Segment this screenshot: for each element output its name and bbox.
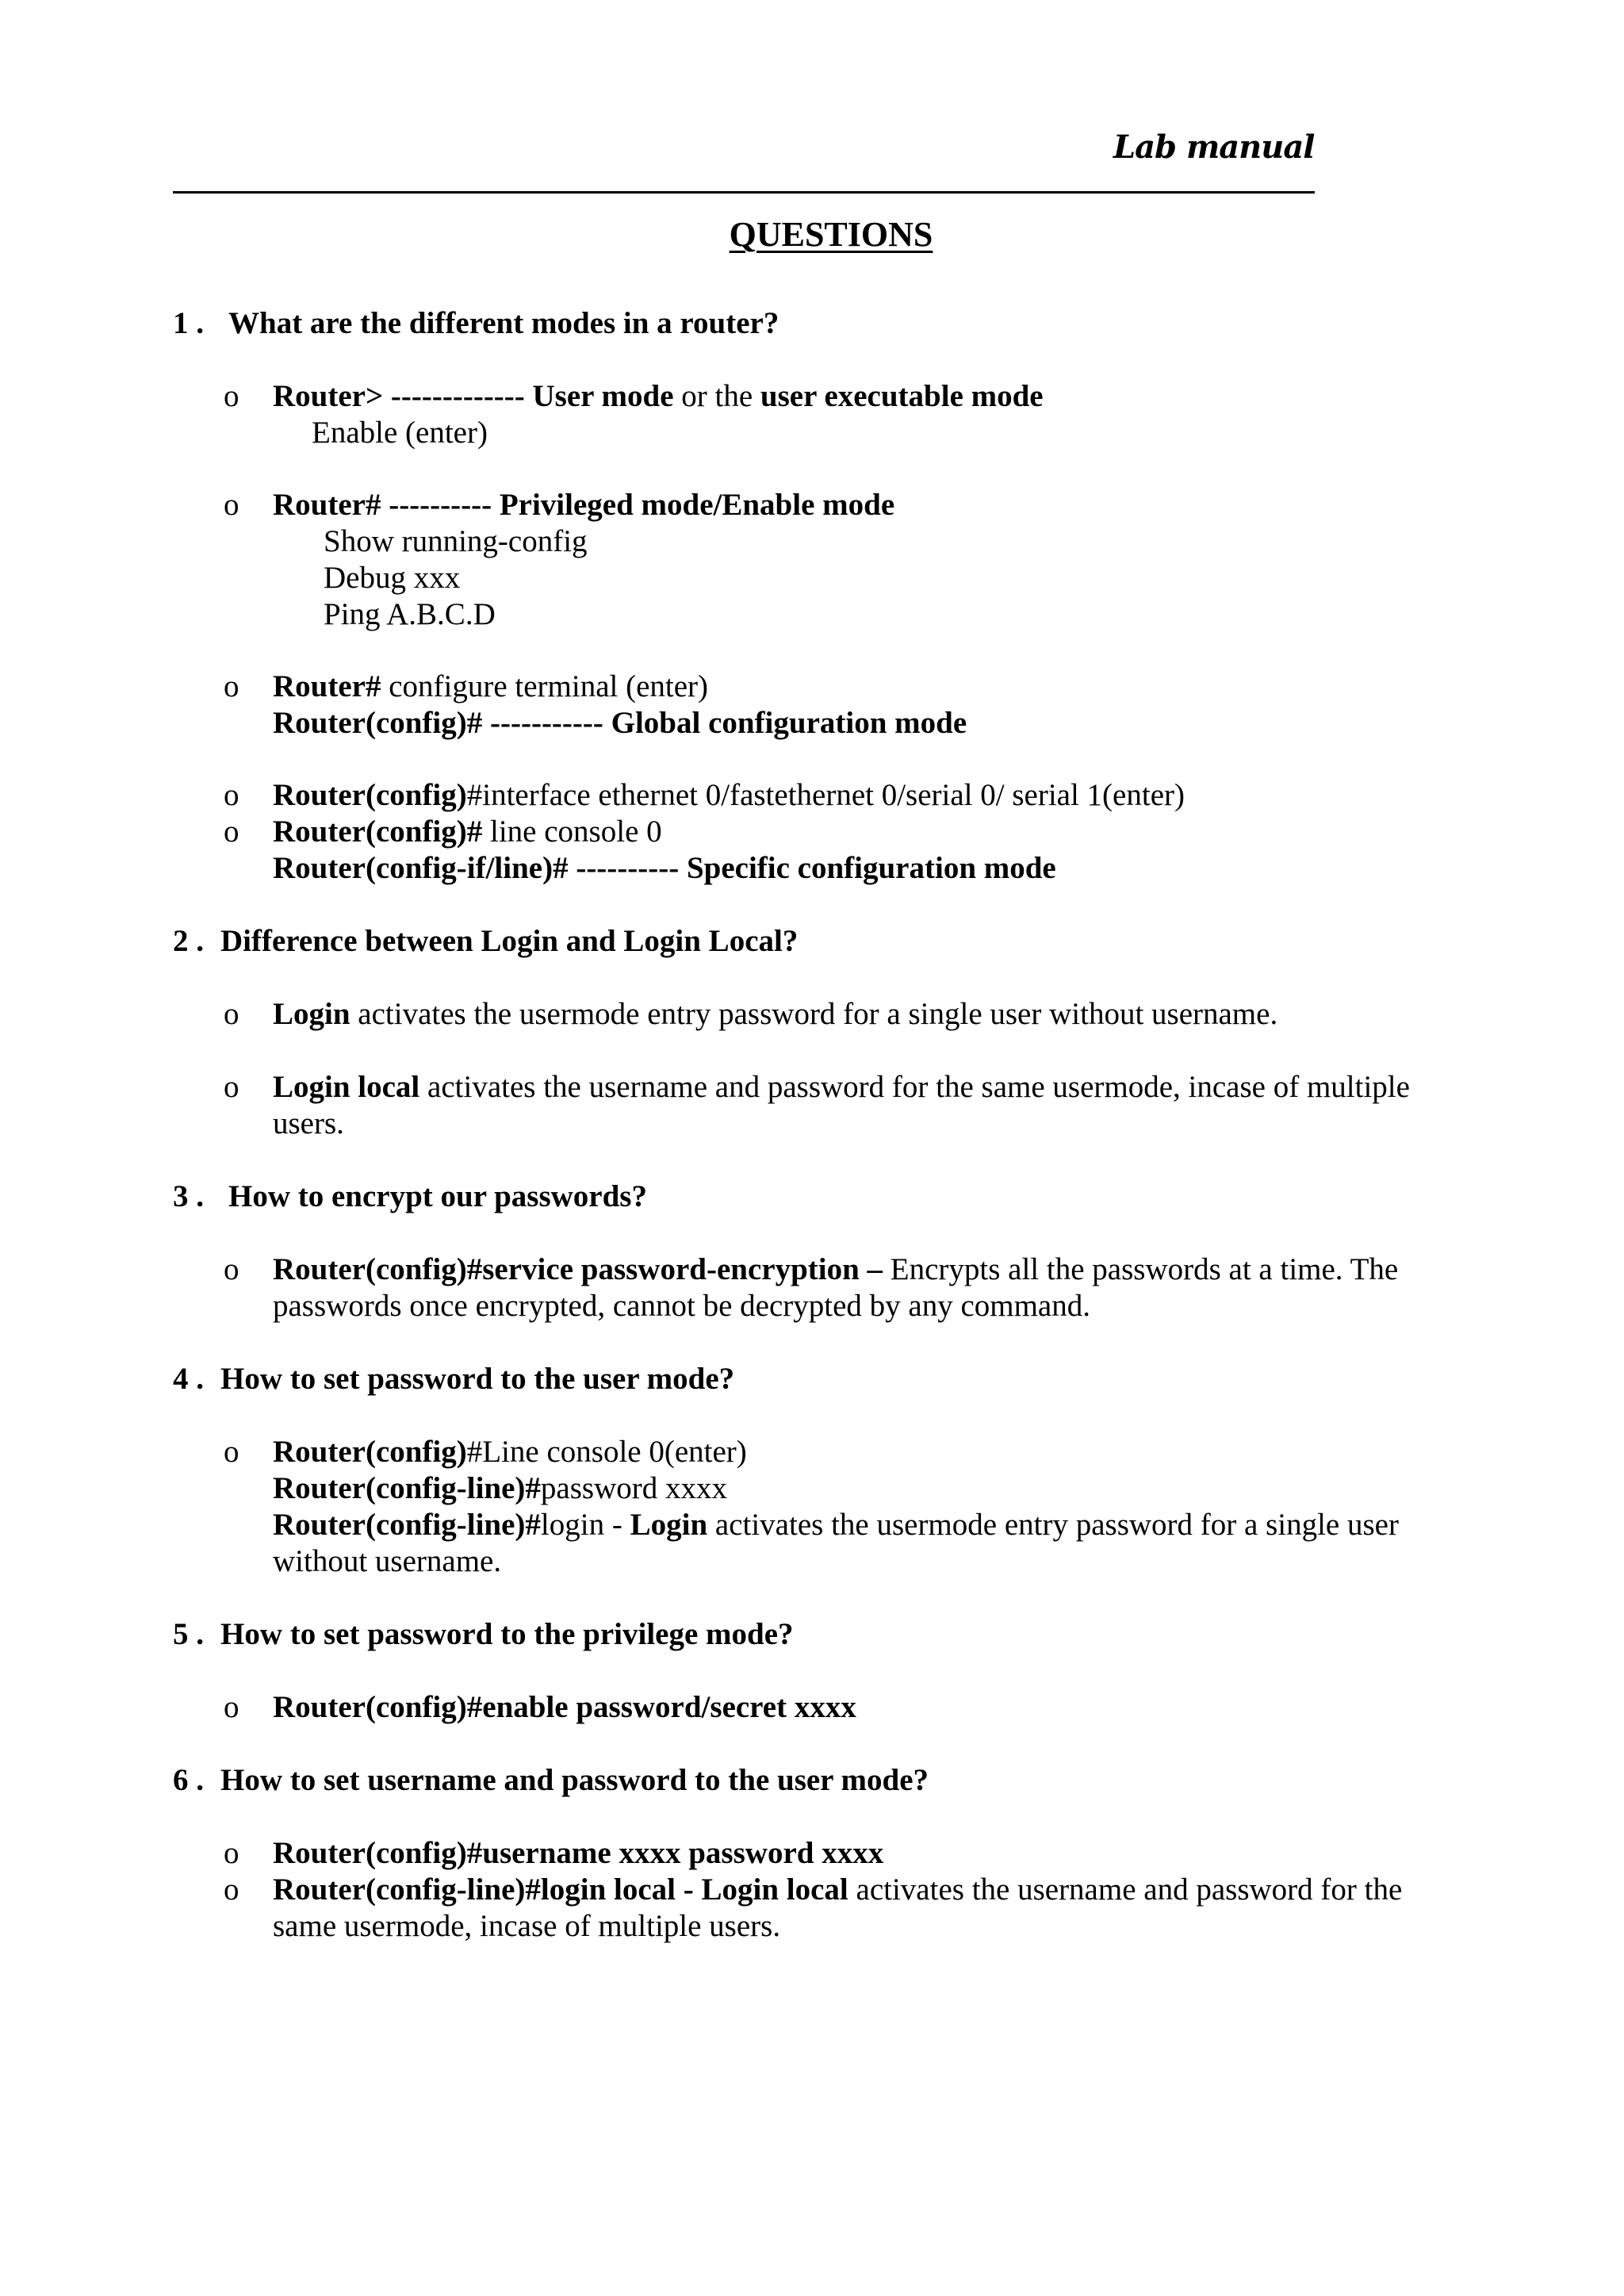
bullet-marker: o [224,815,239,849]
bullet-marker: o [224,1836,239,1870]
sub-command: Ping A.B.C.D [324,597,496,631]
bullet-marker: o [224,1872,239,1907]
bullet-marker: o [224,669,239,703]
description-text: #Line console 0(enter) [466,1435,747,1469]
bullet-marker: o [224,488,239,522]
sub-command: Debug xxx [324,561,461,595]
command-text: Router(config-line)#login local - Login local [273,1872,848,1907]
bullet-marker: o [224,778,239,812]
bullet-marker: o [224,1252,239,1286]
list-item [273,1434,747,1470]
list-item [273,1872,1402,1908]
list-item-continuation: same usermode, incase of multiple users. [273,1909,781,1943]
bullet-marker: o [224,997,239,1031]
command-text: Router(config) [273,778,467,812]
description-text: login - [540,1508,630,1542]
bullet-marker: o [224,1690,239,1724]
list-item-continuation: Router(config-if/line)# ---------- Specific configuration mode [273,851,1056,885]
list-item [273,996,1277,1033]
list-item-continuation: users. [273,1106,344,1140]
question-text: How to encrypt our passwords? [228,1179,647,1213]
list-item-continuation [273,1507,1399,1543]
list-item: Router(config)#enable password/secret xxxx [273,1690,856,1724]
description-text: activates the usermode entry password for a single user [707,1508,1399,1542]
command-text: Router> ------------- User mode [273,379,674,413]
term-text: Login [630,1508,708,1542]
question-text: How to set username and password to the user mode? [220,1763,929,1797]
question-number: 5 . [173,1617,204,1651]
question-number: 3 . [173,1179,204,1213]
header-title: Lab manual [1113,128,1315,166]
question-number: 6 . [173,1763,204,1797]
description-text: activates the username and password for the [848,1872,1403,1907]
command-text: Router(config)# [273,815,483,849]
sub-command: Show running-config [324,524,588,558]
list-item [273,378,1044,415]
description-text: Encrypts all the passwords at a time. The [883,1252,1399,1286]
description-text: #interface ethernet 0/fastethernet 0/serial 0/ serial 1(enter) [466,778,1185,812]
command-text: Router(config)#service password-encryption – [273,1252,883,1286]
list-item: Router(config)#username xxxx password xxxx [273,1836,884,1870]
sub-command: Enable (enter) [312,416,488,450]
list-item [273,777,1185,814]
command-text: Router(config-line)# [273,1471,541,1505]
mode-name: user executable mode [760,379,1044,413]
list-item [273,1069,1410,1106]
question-text: How to set password to the privilege mode? [220,1617,794,1651]
question-number: 1 . [173,306,204,340]
list-item [273,1251,1398,1288]
question-number: 4 . [173,1362,204,1396]
list-item-continuation [273,1470,727,1507]
description-text: configure terminal (enter) [381,669,709,703]
question-number: 2 . [173,924,204,958]
command-text: Router(config) [273,1435,467,1469]
description-text: password xxxx [540,1471,727,1505]
term-text: Login [273,997,350,1031]
list-item [273,814,662,850]
bullet-marker: o [224,379,239,413]
command-text: Router(config-line)# [273,1508,541,1542]
term-text: Login local [273,1070,420,1104]
list-item [273,669,708,705]
question-text: What are the different modes in a router? [228,306,779,340]
header-rule [173,191,1315,194]
question-text: How to set password to the user mode? [220,1362,735,1396]
page-heading: QUESTIONS [729,215,933,254]
command-text: Router# [273,669,381,703]
description-text: activates the username and password for the same usermode, incase of multiple [419,1070,1410,1104]
description-text: activates the usermode entry password for a single user without username. [350,997,1278,1031]
description-text: or the [673,379,760,413]
list-item: Router# ---------- Privileged mode/Enable mode [273,488,895,522]
bullet-marker: o [224,1070,239,1104]
list-item-continuation: passwords once encrypted, cannot be decrypted by any command. [273,1289,1090,1323]
question-text: Difference between Login and Login Local? [220,924,799,958]
bullet-marker: o [224,1435,239,1469]
description-text: line console 0 [482,815,662,849]
list-item-continuation: Router(config)# ----------- Global configuration mode [273,706,967,740]
list-item-continuation: without username. [273,1544,502,1578]
